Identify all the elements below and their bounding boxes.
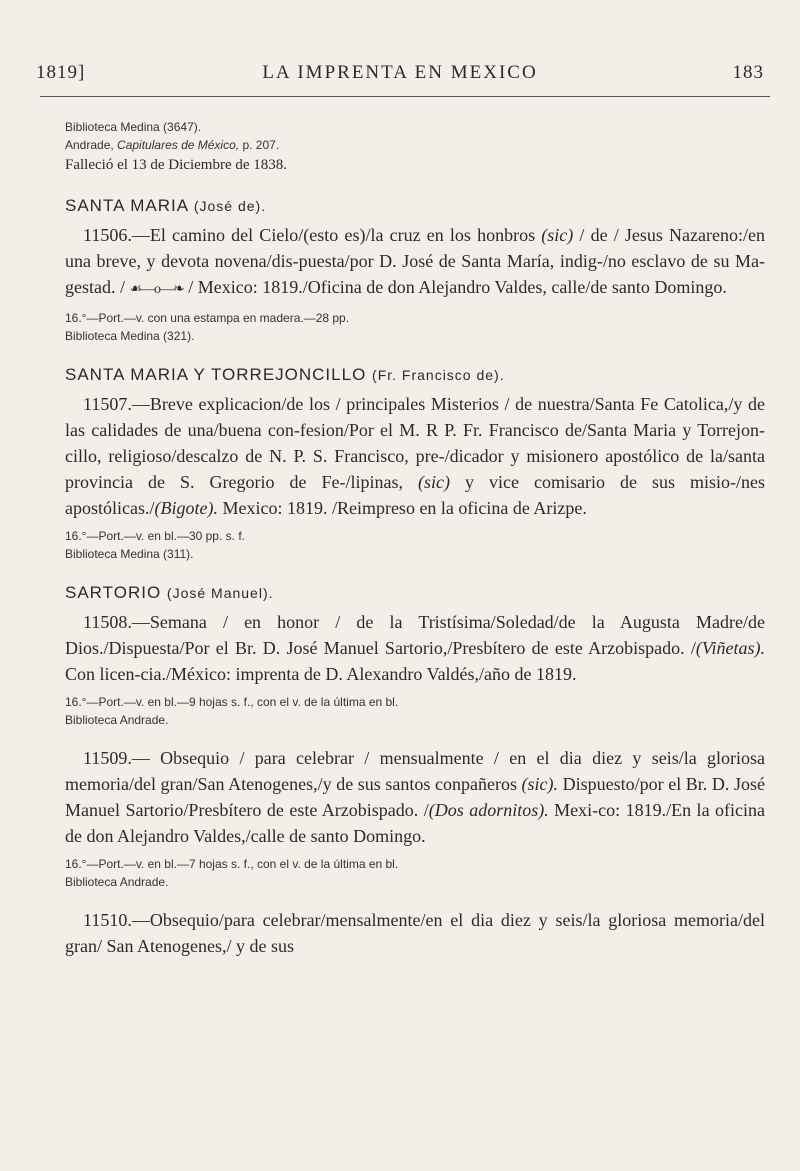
author-heading-text: SANTA MARIA Y TORREJONCILLO xyxy=(65,365,367,384)
entry-note: 16.°—Port.—v. en bl.—7 hojas s. f., con el v. de la última en bl. xyxy=(65,857,399,871)
entry-text: —El camino del Cielo/(esto es)/la cruz en los honbros xyxy=(131,225,542,245)
entry-number: 11506. xyxy=(83,225,132,245)
page-body xyxy=(65,118,765,959)
fleuron-ornament: ☙—o—❧ xyxy=(129,282,184,297)
andrade-ref xyxy=(65,136,765,154)
entry-text: / de / Jesus Nazareno:/en una breve, y devota novena/dis-puesta/por D. José de Santa María, indig-/no esclavo de su Ma-gestad. / xyxy=(65,225,766,297)
entry-11510 xyxy=(65,907,765,959)
author-heading-torrejoncillo xyxy=(65,365,765,385)
entry-number: 11509. xyxy=(83,748,132,768)
entry-11506 xyxy=(65,222,765,303)
entry-text: y vice comisario de sus misio-/nes apostólicas./ xyxy=(65,472,765,518)
entry-italic: (Bigote). xyxy=(154,498,218,518)
entry-italic: (Viñetas). xyxy=(695,638,765,658)
entry-text: Con licen-cia./México: imprenta de D. Alexandro Valdés,/año de 1819. xyxy=(65,664,577,684)
page-header xyxy=(36,58,764,90)
death-note: Falleció el 13 de Diciembre de 1838. xyxy=(65,157,288,173)
author-heading-sartorio xyxy=(65,583,765,603)
page-number: 183 xyxy=(732,62,764,83)
entry-text: —Obsequio/para celebrar/mensalmente/en el dia diez y seis/la gloriosa memoria/del gran/ San Atenogenes,/ y de sus xyxy=(65,910,765,956)
entry-11507 xyxy=(65,391,765,521)
entry-text: Mexi-co: 1819./En la oficina de don Alejandro Valdes,/calle de santo Domingo. xyxy=(65,800,765,846)
entry-text: / Mexico: 1819./Oficina de don Alejandro Valdes, calle/de santo Domingo. xyxy=(183,277,727,297)
entry-number: 11508. xyxy=(83,612,132,632)
running-title: LA IMPRENTA EN MEXICO xyxy=(262,62,538,83)
entry-italic: (sic). xyxy=(521,774,559,794)
entry-library: Biblioteca Medina (311). xyxy=(65,547,194,561)
entry-italic: (sic) xyxy=(541,225,574,245)
entry-note: 16.°—Port.—v. en bl.—9 hojas s. f., con el v. de la última en bl. xyxy=(65,695,399,709)
author-heading-text: SANTA MARIA xyxy=(65,196,189,215)
entry-italic: (Dos adornitos). xyxy=(428,800,549,820)
page-ref: p. 207. xyxy=(242,138,280,152)
entry-library: Biblioteca Medina (321). xyxy=(65,329,195,343)
entry-library: Biblioteca Andrade. xyxy=(65,713,169,727)
author-heading-text: SARTORIO xyxy=(65,583,162,602)
author-heading-name: (José Manuel). xyxy=(166,585,274,601)
entry-text: —Breve explicacion/de los / principales Misterios / de nuestra/Santa Fe Catolica,/y de las calidades de una/buena con-fesion/Por el M. R P. Fr. Francisco de/Santa Maria y Torrejon-cillo, religioso/descalzo de N. P. S. Francisco, pre-/dicador y misionero apostólico de la/santa provincia de S. Gregorio de Fe-/lipinas, xyxy=(65,394,765,492)
entry-text: — Obsequio / para celebrar / mensualmente / en el dia diez y seis/la gloriosa memoria/del gran/San Atenogenes,/y de sus santos conpañeros xyxy=(65,748,765,794)
entry-11509 xyxy=(65,745,765,849)
entry-italic: (sic) xyxy=(418,472,450,492)
author-name: Andrade, xyxy=(65,138,114,152)
entry-text: Mexico: 1819. /Reimpreso en la oficina de Arizpe. xyxy=(217,498,587,518)
entry-note: 16.°—Port.—v. con una estampa en madera.—28 pp. xyxy=(65,311,350,325)
entry-library: Biblioteca Andrade. xyxy=(65,875,169,889)
author-heading-santa-maria xyxy=(65,196,765,216)
author-heading-name: (Fr. Francisco de). xyxy=(372,367,505,383)
entry-number: 11510. xyxy=(83,910,132,930)
header-rule xyxy=(40,96,770,97)
work-title: Capitulares de México, xyxy=(117,138,240,152)
library-ref: Biblioteca Medina (3647). xyxy=(65,120,202,134)
entry-text: —Semana / en honor / de la Tristísima/Soledad/de la Augusta Madre/de Dios./Dispuesta/Por el Br. D. José Manuel Sartorio,/Presbítero de este Arzobispado. / xyxy=(65,612,765,658)
header-year: 1819] xyxy=(36,62,86,83)
author-heading-name: (José de). xyxy=(193,198,267,214)
entry-number: 11507. xyxy=(83,394,132,414)
entry-note: 16.°—Port.—v. en bl.—30 pp. s. f. xyxy=(65,529,245,543)
entry-text: Dispuesto/por el Br. D. José Manuel Sartorio/Presbítero de este Arzobispado. / xyxy=(65,774,765,820)
entry-11508 xyxy=(65,609,765,687)
